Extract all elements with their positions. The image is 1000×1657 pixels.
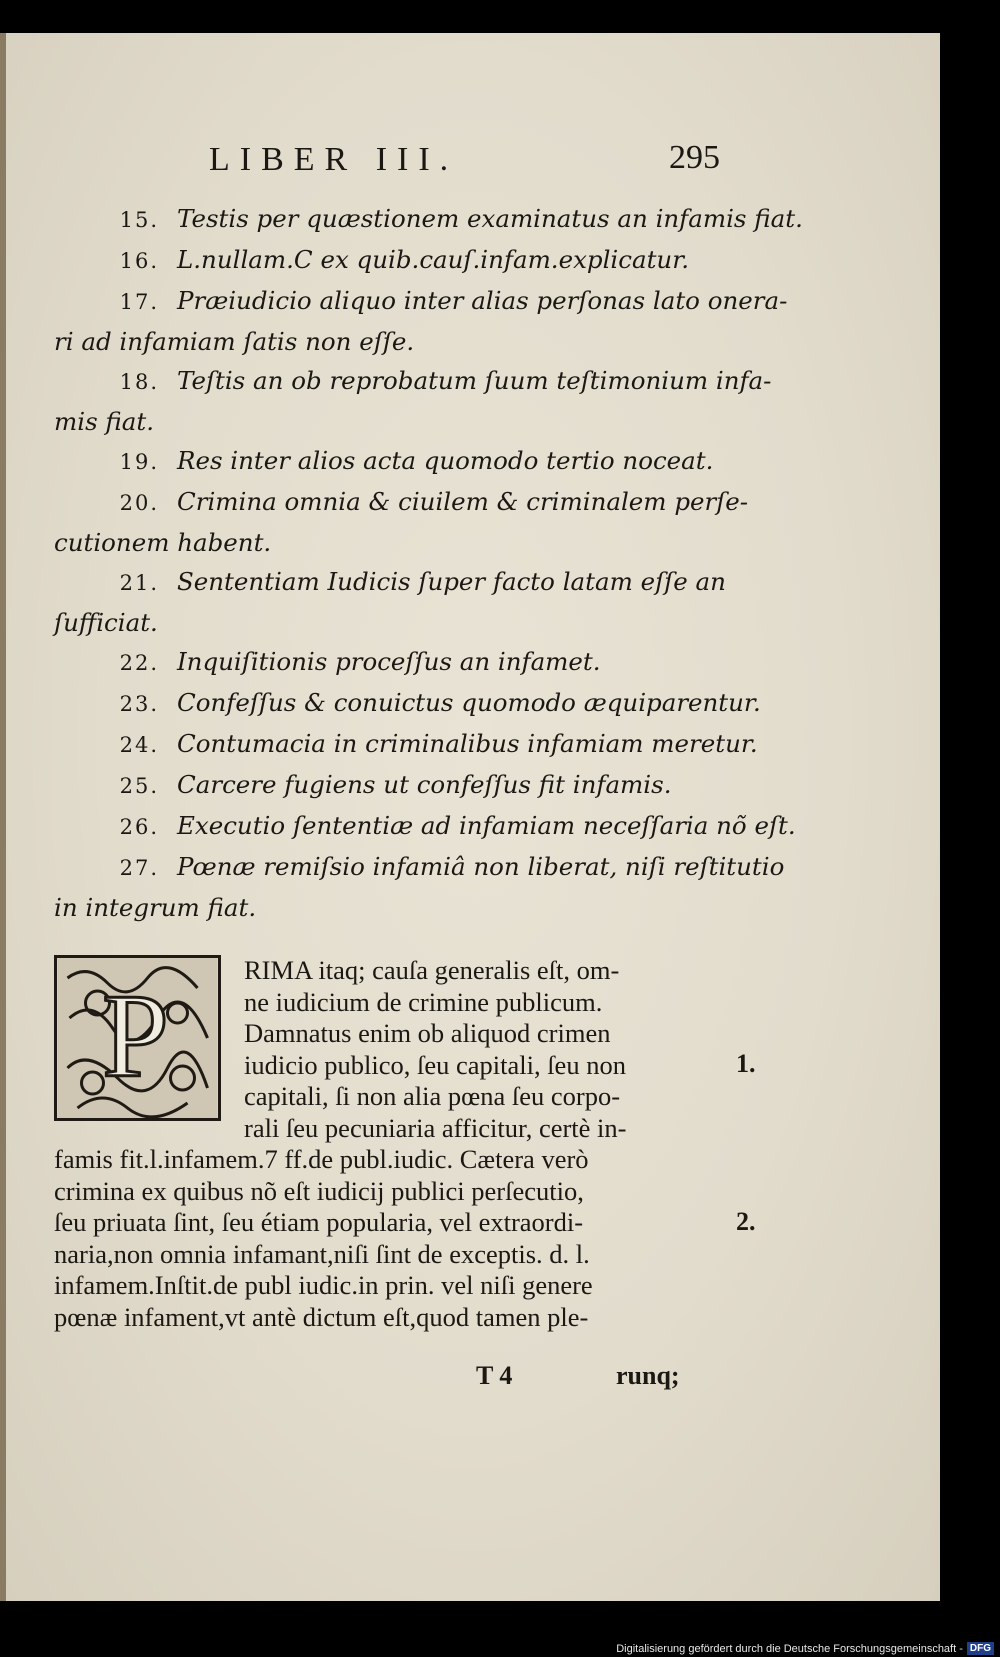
page-content <box>54 139 803 1397</box>
summary-item <box>54 441 724 482</box>
summary-number: 25. <box>119 774 159 798</box>
summary-list <box>54 199 803 927</box>
summary-item <box>54 724 758 765</box>
summary-text: L.nullam.C ex quib.cauſ.infam.explicatur. <box>177 245 690 274</box>
text-line: ſeu priuata ſint, ſeu étiam popularia, vel extraordi- <box>54 1207 584 1237</box>
summary-continuation: ri ad infamiam ſatis non eſſe. <box>54 327 415 356</box>
credit-text: Digitalisierung gefördert durch die Deutsche Forschungsgemeinschaft - <box>616 1642 963 1655</box>
summary-text: Crimina omnia & ciuilem & criminalem perſe- <box>177 487 749 516</box>
summary-number: 19. <box>119 450 159 474</box>
summary-number: 20. <box>119 491 159 515</box>
summary-item <box>54 199 803 240</box>
summary-number: 24. <box>119 733 159 757</box>
text-line: Damnatus enim ob aliquod crimen <box>244 1018 611 1048</box>
margin-note-1: 1. <box>736 1049 756 1078</box>
summary-item <box>54 281 788 361</box>
page-number: 295 <box>669 139 720 176</box>
summary-number: 26. <box>119 815 159 839</box>
summary-text: Inquiſitionis proceſſus an infamet. <box>177 647 601 676</box>
summary-item <box>54 361 772 441</box>
digitization-credit <box>616 1642 994 1655</box>
summary-item <box>54 482 749 562</box>
running-head-title: LIBER <box>209 141 358 178</box>
running-head-number: III. <box>375 141 459 178</box>
summary-text: Contumacia in criminalibus infamiam meretur. <box>177 729 758 758</box>
running-head <box>209 141 458 179</box>
summary-continuation: mis fiat. <box>54 407 155 436</box>
summary-number: 15. <box>119 208 159 232</box>
summary-text: Testis per quæstionem examinatus an infamis fiat. <box>177 204 803 233</box>
summary-text: Teſtis an ob reprobatum ſuum teſtimonium infa- <box>177 366 772 395</box>
text-line: pœnæ infament,vt antè dictum eſt,quod tamen ple- <box>54 1301 589 1332</box>
summary-number: 16. <box>119 249 159 273</box>
text-line: naria,non omnia infamant,niſi ſint de exceptis. d. l. <box>54 1238 590 1269</box>
margin-note-2: 2. <box>736 1207 756 1236</box>
summary-text: Sententiam Iudicis ſuper facto latam eſſe an <box>177 567 726 596</box>
summary-text: Præiudicio aliquo inter alias perſonas lato onera- <box>177 286 788 315</box>
catchword: runq; <box>616 1361 680 1390</box>
summary-text: Carcere fugiens ut confeſſus fit infamis. <box>177 770 672 799</box>
summary-continuation: cutionem habent. <box>54 528 272 557</box>
text-line: iudicio publico, ſeu capitali, ſeu non <box>244 1049 626 1080</box>
summary-continuation: in integrum fiat. <box>54 893 257 922</box>
summary-number: 23. <box>119 692 159 716</box>
text-line: rali ſeu pecuniaria afficitur, certè in- <box>244 1112 627 1143</box>
text-line: capitali, ſi non alia pœna ſeu corpo- <box>244 1081 621 1111</box>
text-line: RIMA itaq; cauſa generalis eſt, om- <box>244 955 620 985</box>
decorated-initial-image <box>54 955 221 1121</box>
text-line: famis fit.l.infamem.7 ff.de publ.iudic. Cætera verò <box>54 1144 589 1174</box>
dfg-logo: DFG <box>967 1642 994 1655</box>
main-text <box>54 955 756 1355</box>
book-page <box>0 33 940 1601</box>
text-line: crimina ex quibus nõ eſt iudicij publici perſecutio, <box>54 1175 584 1206</box>
summary-text: Pœnæ remiſsio infamiâ non liberat, niſi reſtitutio <box>177 852 785 881</box>
summary-continuation: ſufficiat. <box>54 608 158 637</box>
summary-item <box>54 240 724 281</box>
text-line: ne iudicium de crimine publicum. <box>244 986 603 1017</box>
summary-number: 18. <box>119 370 159 394</box>
page-footer <box>54 1361 724 1397</box>
summary-item <box>54 847 785 927</box>
summary-number: 21. <box>119 571 159 595</box>
summary-number: 27. <box>119 856 159 880</box>
text-line: infamem.Inſtit.de publ iudic.in prin. vel niſi genere <box>54 1270 593 1300</box>
summary-item <box>54 562 724 642</box>
summary-number: 17. <box>119 290 159 314</box>
signature-mark: T 4 <box>476 1361 513 1390</box>
running-header <box>54 141 724 185</box>
summary-text: Executio ſententiæ ad infamiam neceſſaria nõ eſt. <box>177 811 796 840</box>
decorated-initial-icon <box>57 958 218 1118</box>
summary-item <box>54 683 761 724</box>
summary-item <box>54 806 796 847</box>
summary-number: 22. <box>119 651 159 675</box>
svg-text:P: P <box>102 969 169 1102</box>
summary-text: Res inter alios acta quomodo tertio noceat. <box>177 446 714 475</box>
summary-item <box>54 642 724 683</box>
summary-text: Confeſſus & conuictus quomodo æquiparentur. <box>177 688 761 717</box>
summary-item <box>54 765 724 806</box>
